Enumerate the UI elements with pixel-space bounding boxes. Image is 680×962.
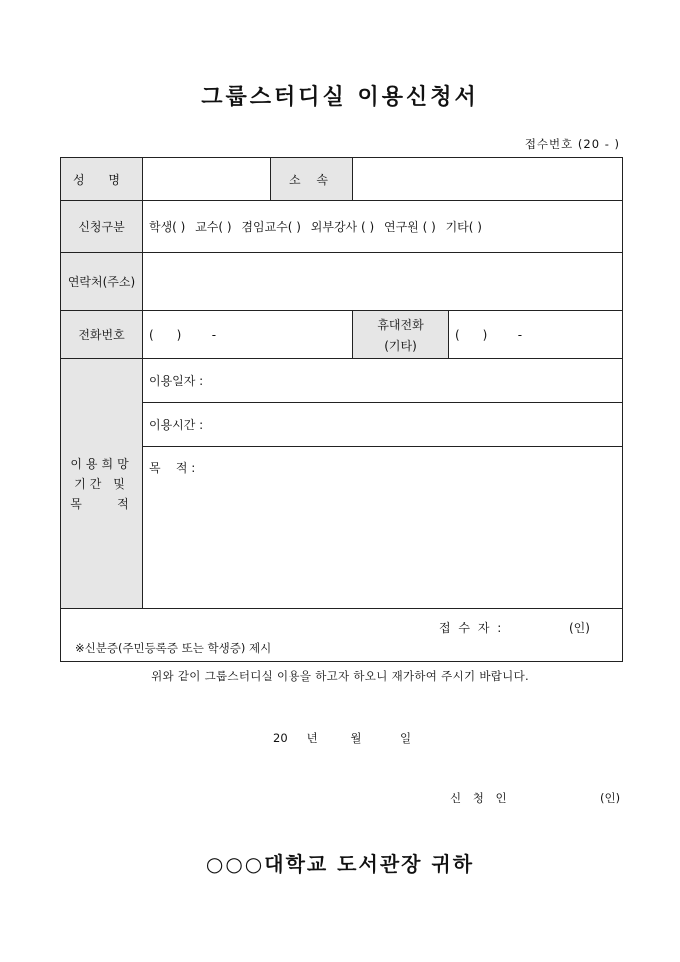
- option-researcher[interactable]: 연구원 ( ): [383, 220, 436, 234]
- option-adjunct[interactable]: 겸임교수( ): [241, 220, 301, 234]
- applicant-seal: (인): [600, 791, 621, 805]
- name-label: 성 명: [61, 158, 143, 201]
- date-month-unit: 월: [350, 731, 362, 745]
- option-professor[interactable]: 교수( ): [195, 220, 232, 234]
- date-year: 20: [273, 731, 288, 745]
- phone-field[interactable]: ( ) -: [143, 311, 353, 359]
- affiliation-label: 소 속: [271, 158, 353, 201]
- option-lecturer[interactable]: 외부강사 ( ): [310, 220, 375, 234]
- phone-row: [61, 311, 623, 359]
- receiver-seal: (인): [569, 621, 590, 635]
- affiliation-field[interactable]: [353, 158, 623, 201]
- date-line: [273, 730, 411, 746]
- option-student[interactable]: 학생( ): [149, 220, 186, 234]
- purpose-field[interactable]: 목 적 :: [143, 447, 623, 609]
- usage-time-row: [61, 403, 623, 447]
- mobile-field[interactable]: ( ) -: [449, 311, 623, 359]
- purpose-row: [61, 447, 623, 609]
- contact-row: [61, 253, 623, 311]
- mobile-label: 휴대전화 (기타): [353, 311, 449, 359]
- category-options: [143, 201, 623, 253]
- contact-label: 연락처(주소): [61, 253, 143, 311]
- category-row: [61, 201, 623, 253]
- option-other[interactable]: 기타( ): [445, 220, 482, 234]
- date-day-unit: 일: [399, 731, 412, 745]
- phone-label: 전화번호: [61, 311, 143, 359]
- application-form: [60, 157, 623, 662]
- usage-date-field[interactable]: 이용일자 :: [143, 359, 623, 403]
- addressee: ○○○대학교 도서관장 귀하: [205, 852, 475, 876]
- date-year-unit: 년: [306, 731, 318, 745]
- receipt-cell: [61, 609, 623, 662]
- category-label: 신청구분: [61, 201, 143, 253]
- applicant-label: 신 청 인: [450, 791, 511, 805]
- receipt-number: 접수번호 (20 - ): [524, 137, 620, 151]
- document-title: 그룹스터디실 이용신청서: [201, 84, 479, 110]
- usage-label: 이용희망 기간 및 목 적: [61, 359, 143, 609]
- receiver-label: 접 수 자 :: [439, 621, 504, 635]
- usage-date-row: [61, 359, 623, 403]
- name-field[interactable]: [143, 158, 271, 201]
- usage-time-field[interactable]: 이용시간 :: [143, 403, 623, 447]
- request-statement: 위와 같이 그룹스터디실 이용을 하고자 하오니 재가하여 주시기 바랍니다.: [151, 669, 529, 683]
- receipt-row: [61, 609, 623, 662]
- contact-field[interactable]: [143, 253, 623, 311]
- name-row: [61, 158, 623, 201]
- id-note: ※신분증(주민등록증 또는 학생증) 제시: [75, 641, 272, 655]
